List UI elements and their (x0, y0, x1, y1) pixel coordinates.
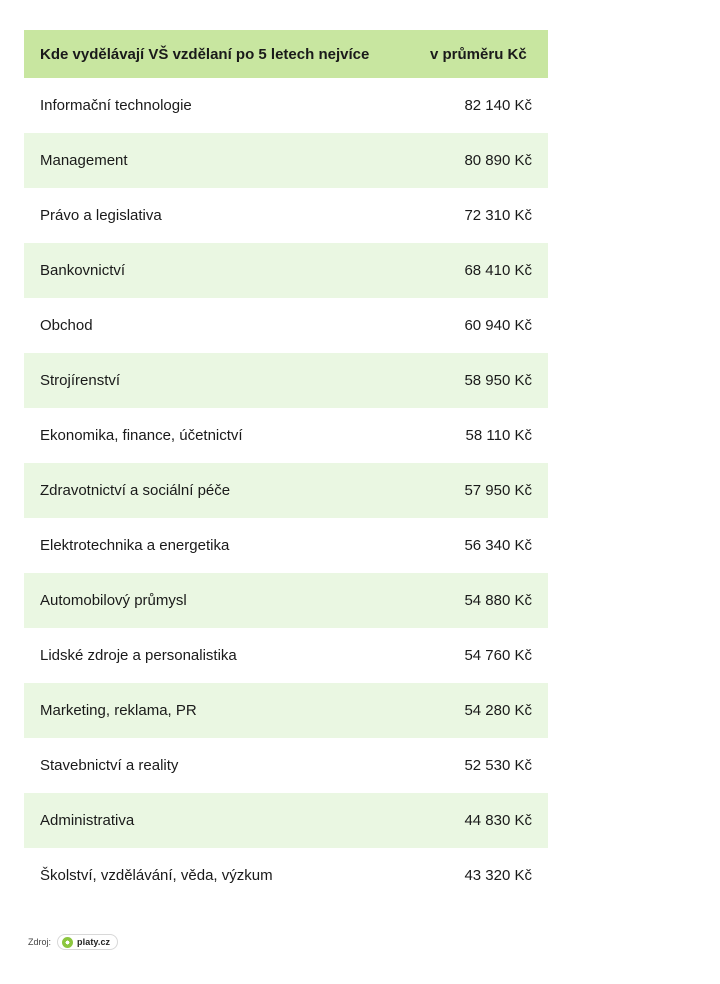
table-row (24, 573, 548, 628)
table-row (24, 353, 548, 408)
row-value: 54 280 Kč (416, 683, 548, 738)
column-header-category: Kde vydělávají VŠ vzdělaní po 5 letech nejvíce (24, 30, 416, 78)
row-value: 58 110 Kč (416, 408, 548, 463)
table-row (24, 78, 548, 133)
row-label: Bankovnictví (24, 243, 416, 298)
table-row (24, 683, 548, 738)
row-value: 44 830 Kč (416, 793, 548, 848)
table-row (24, 463, 548, 518)
row-value: 80 890 Kč (416, 133, 548, 188)
row-label: Administrativa (24, 793, 416, 848)
row-label: Elektrotechnika a energetika (24, 518, 416, 573)
table-row (24, 628, 548, 683)
row-label: Školství, vzdělávání, věda, výzkum (24, 848, 416, 903)
table-row (24, 243, 548, 298)
table-row (24, 188, 548, 243)
table-row (24, 518, 548, 573)
row-value: 43 320 Kč (416, 848, 548, 903)
row-label: Informační technologie (24, 78, 416, 133)
row-label: Lidské zdroje a personalistika (24, 628, 416, 683)
row-value: 57 950 Kč (416, 463, 548, 518)
row-value: 54 880 Kč (416, 573, 548, 628)
table-row (24, 738, 548, 793)
table-header (24, 30, 548, 78)
source-label: Zdroj: (28, 937, 52, 947)
row-label: Zdravotnictví a sociální péče (24, 463, 416, 518)
row-label: Právo a legislativa (24, 188, 416, 243)
row-value: 52 530 Kč (416, 738, 548, 793)
salary-table-container (24, 30, 548, 903)
row-value: 72 310 Kč (416, 188, 548, 243)
row-label: Management (24, 133, 416, 188)
logo-text: platy.cz (77, 937, 111, 947)
table-row (24, 408, 548, 463)
row-label: Marketing, reklama, PR (24, 683, 416, 738)
circle-dot-icon (62, 937, 73, 948)
row-label: Stavebnictví a reality (24, 738, 416, 793)
row-label: Strojírenství (24, 353, 416, 408)
platy-cz-logo[interactable] (57, 934, 118, 950)
row-value: 68 410 Kč (416, 243, 548, 298)
row-value: 82 140 Kč (416, 78, 548, 133)
row-value: 54 760 Kč (416, 628, 548, 683)
source-credit (28, 934, 118, 950)
table-row (24, 793, 548, 848)
row-label: Ekonomika, finance, účetnictví (24, 408, 416, 463)
table-header-row (24, 30, 548, 78)
table-body (24, 78, 548, 903)
row-label: Automobilový průmysl (24, 573, 416, 628)
column-header-value: v průměru Kč (416, 30, 548, 78)
table-row (24, 133, 548, 188)
row-value: 60 940 Kč (416, 298, 548, 353)
table-row (24, 848, 548, 903)
table-row (24, 298, 548, 353)
salary-table (24, 30, 548, 903)
row-value: 58 950 Kč (416, 353, 548, 408)
row-label: Obchod (24, 298, 416, 353)
row-value: 56 340 Kč (416, 518, 548, 573)
